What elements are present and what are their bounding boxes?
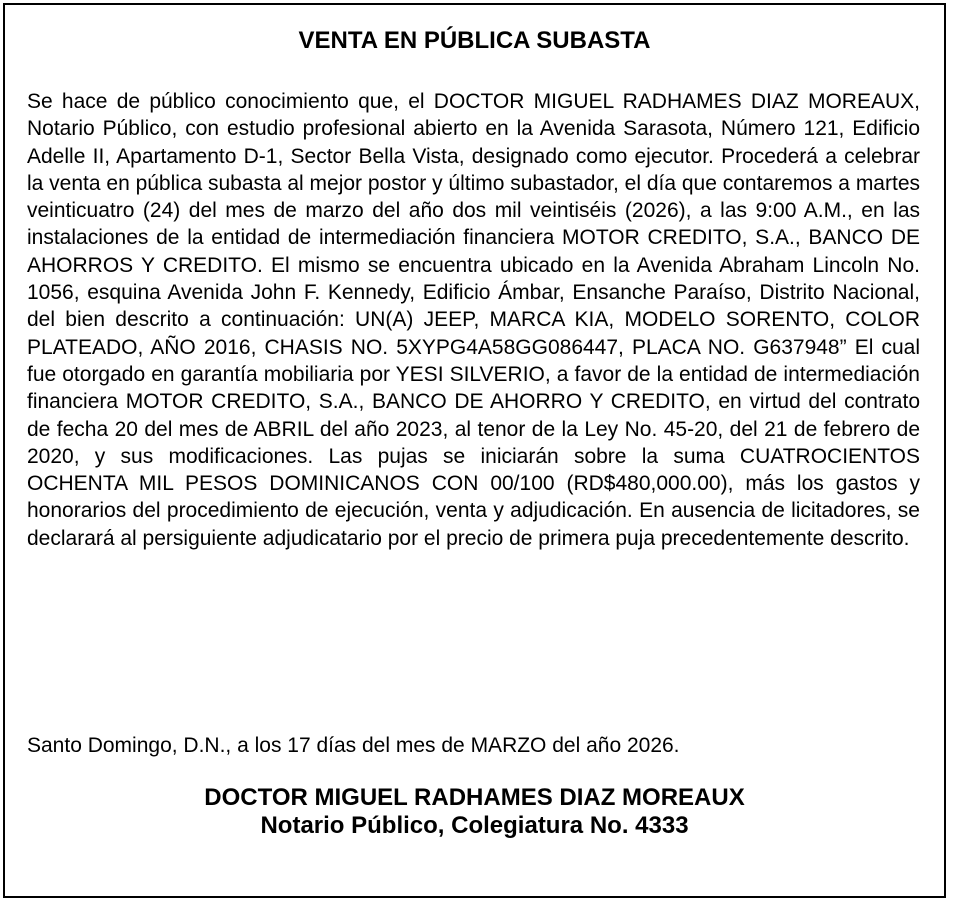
notice-title: VENTA EN PÚBLICA SUBASTA	[298, 27, 651, 54]
notice-box	[3, 3, 946, 898]
signature-role: Notario Público, Colegiatura No. 4333	[260, 812, 689, 839]
notice-body: Se hace de público conocimiento que, el DOCTOR MIGUEL RADHAMES DIAZ MOREAUX, Notario Público, con estudio profesional abierto en la Avenida Sarasota, Número 121, Edificio Adelle II, Apartamento D-1, Sector Bella Vista, designado como ejecutor. Procederá a celebrar la venta en pública subasta al mejor postor y último subastador, el día que contaremos a martes veinticuatro (24) del mes de marzo del año dos mil veintiséis (2026), a las 9:00 A.M., en las instalaciones de la entidad de intermediación financiera MOTOR CREDITO, S.A., BANCO DE AHORROS Y CREDITO. El mismo se encuentra ubicado en la Avenida Abraham Lincoln No. 1056, esquina Avenida John F. Kennedy, Edificio Ámbar, Ensanche Paraíso, Distrito Nacional, del bien descrito a continuación: UN(A) JEEP, MARCA KIA, MODELO SORENTO, COLOR PLATEADO, AÑO 2016, CHASIS NO. 5XYPG4A58GG086447, PLACA NO. G637948” El cual fue otorgado en garantía mobiliaria por YESI SILVERIO, a favor de la entidad de intermediación financiera MOTOR CREDITO, S.A., BANCO DE AHORRO Y CREDITO, en virtud del contrato de fecha 20 del mes de ABRIL del año 2023, al tenor de la Ley No. 45-20, del 21 de febrero de 2020, y sus modificaciones. Las pujas se iniciarán sobre la suma CUATROCIENTOS OCHENTA MIL PESOS DOMINICANOS CON 00/100 (RD$480,000.00), más los gastos y honorarios del procedimiento de ejecución, venta y adjudicación. En ausencia de licitadores, se declarará al persiguiente adjudicatario por el precio de primera puja precedentemente descrito.	[27, 90, 920, 550]
signature-name: DOCTOR MIGUEL RADHAMES DIAZ MOREAUX	[204, 784, 745, 811]
notice-closing: Santo Domingo, D.N., a los 17 días del mes de MARZO del año 2026.	[27, 734, 680, 757]
